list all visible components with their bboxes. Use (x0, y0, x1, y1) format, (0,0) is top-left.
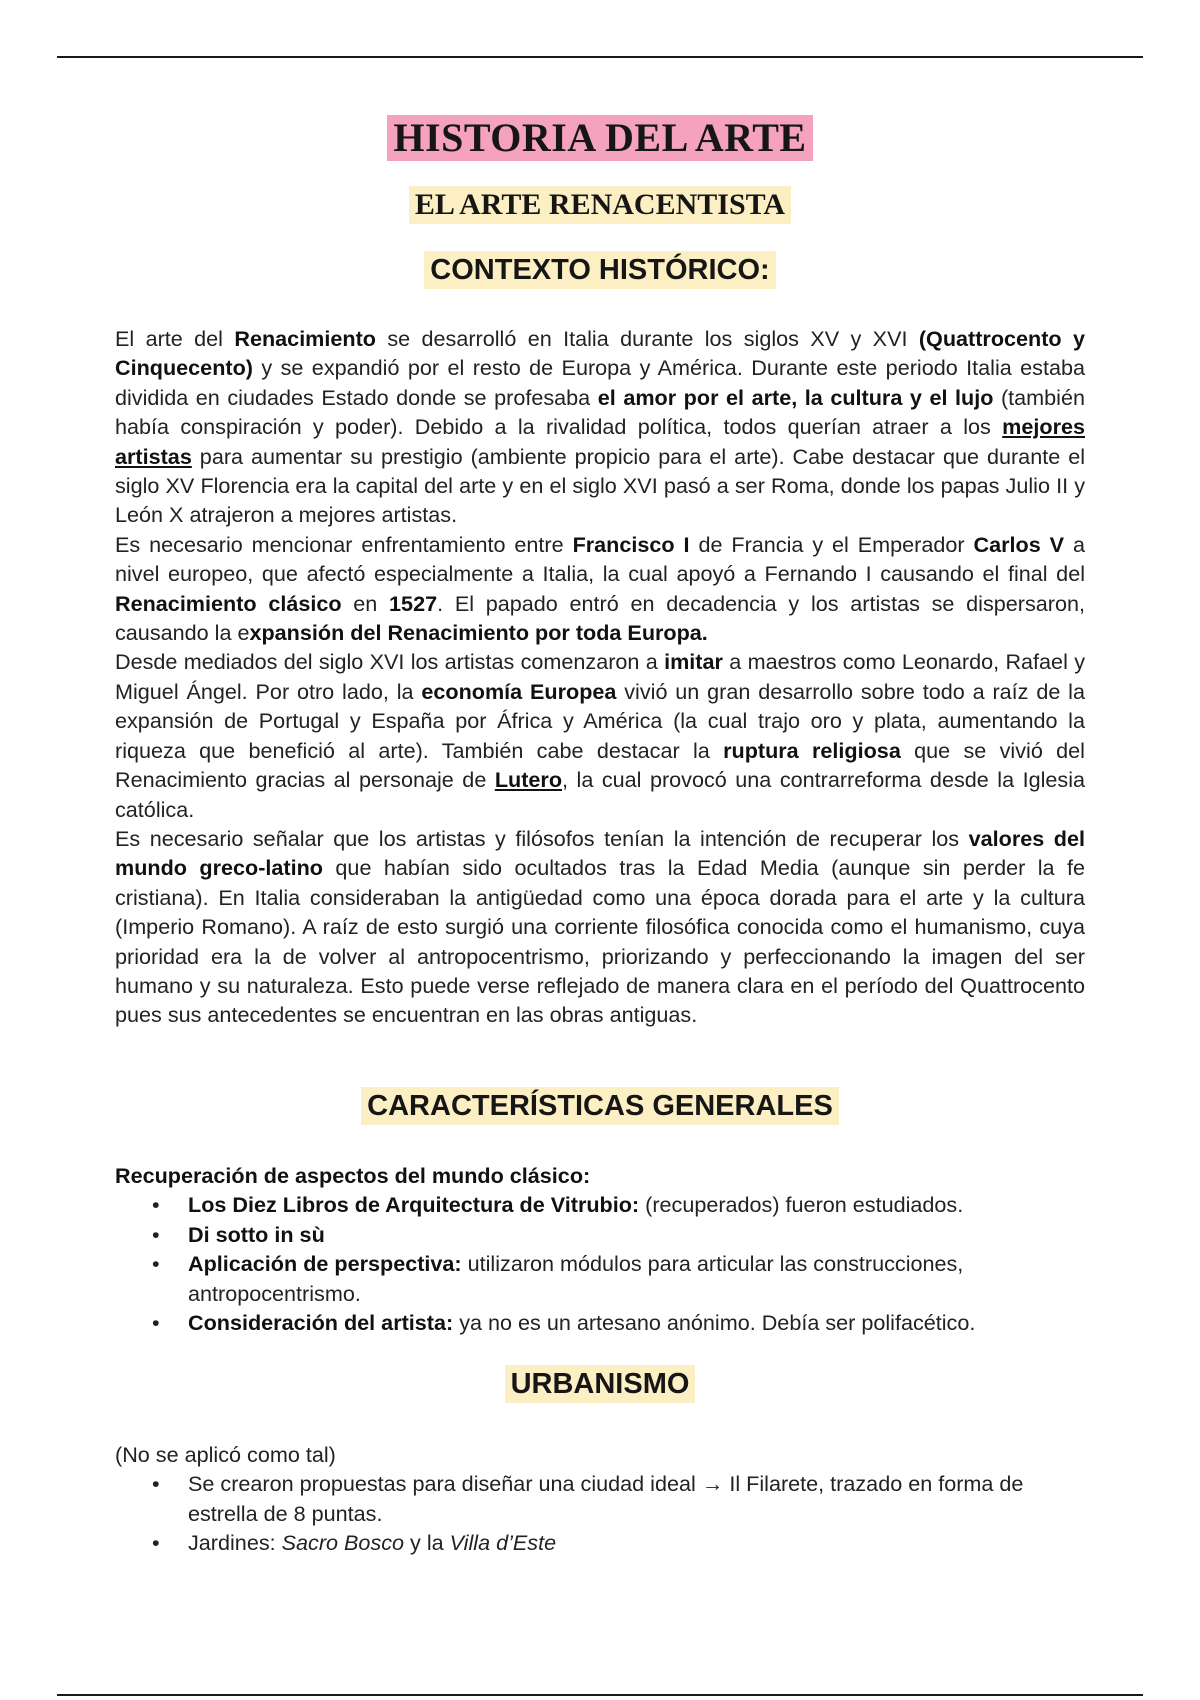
list-item: • Consideración del artista: ya no es un artesano anónimo. Debía ser polifacético. (115, 1308, 1085, 1337)
caracteristicas-body (115, 1161, 1085, 1337)
title-block (0, 115, 1200, 161)
list-item: • Se crearon propuestas para diseñar una ciudad ideal → Il Filarete, trazado en forma de estrella de 8 puntas. (115, 1469, 1085, 1528)
contexto-body (115, 324, 1085, 1030)
list-item: • Aplicación de perspectiva: utilizaron módulos para articular las construcciones, antropocentrismo. (115, 1249, 1085, 1308)
section-heading-urbanismo: URBANISMO (505, 1365, 696, 1403)
urbanismo-list (115, 1469, 1085, 1557)
paragraph: El arte del Renacimiento se desarrolló en Italia durante los siglos XV y XVI (Quattrocento y Cinquecento) y se expandió por el resto de Europa y América. Durante este periodo Italia estaba dividida en ciudades Estado donde se profesaba el amor por el arte, la cultura y el lujo (también había conspiración y poder). Debido a la rivalidad política, todos querían atraer a los mejores artistas para aumentar su prestigio (ambiente propicio para el arte). Cabe destacar que durante el siglo XV Florencia era la capital del arte y en el siglo XVI pasó a ser Roma, donde los papas Julio II y León X atrajeron a mejores artistas. (115, 326, 1086, 528)
section-heading-contexto: CONTEXTO HISTÓRICO: (424, 251, 775, 289)
subtitle-block (0, 186, 1200, 224)
urbanismo-heading-block (0, 1365, 1200, 1403)
page-subtitle: EL ARTE RENACENTISTA (409, 186, 791, 224)
list-item: • Los Diez Libros de Arquitectura de Vitrubio: (recuperados) fueron estudiados. (115, 1190, 1085, 1219)
contexto-heading-block (0, 251, 1200, 289)
bottom-rule (57, 1694, 1143, 1696)
caracteristicas-list (115, 1190, 1085, 1337)
list-lead: Recuperación de aspectos del mundo clásico: (115, 1163, 591, 1188)
top-rule (57, 56, 1143, 58)
page-title: HISTORIA DEL ARTE (387, 115, 812, 161)
list-item: • Jardines: Sacro Bosco y la Villa d’Este (115, 1528, 1085, 1557)
paragraph: Es necesario señalar que los artistas y filósofos tenían la intención de recuperar los valores del mundo greco-latino que habían sido ocultados tras la Edad Media (aunque sin perder la fe cristiana). En Italia consideraban la antigüedad como una época dorada para el arte y la cultura (Imperio Romano). A raíz de esto surgió una corriente filosófica conocida como el humanismo, cuya prioridad era la de volver al antropocentrismo, priorizando y perfeccionando la imagen del ser humano y su naturaleza. Esto puede verse reflejado de manera clara en el período del Quattrocento pues sus antecedentes se encuentran en las obras antiguas. (115, 825, 1085, 1028)
list-lead: (No se aplicó como tal) (115, 1442, 336, 1467)
paragraph: Es necesario mencionar enfrentamiento entre Francisco I de Francia y el Emperador Carlos V a nivel europeo, que afectó especialmente a Italia, la cual apoyó a Fernando I causando el final del Renacimiento clásico en 1527. El papado entró en decadencia y los artistas se dispersaron, causando la expansión del Renacimiento por toda Europa. (115, 531, 1086, 646)
paragraph: Desde mediados del siglo XVI los artistas comenzaron a imitar a maestros como Leonardo, Rafael y Miguel Ángel. Por otro lado, la economía Europea vivió un gran desarrollo sobre todo a raíz de la expansión de Portugal y España por África y América (la cual trajo oro y plata, aumentando la riqueza que benefició al arte). También cabe destacar la ruptura religiosa que se vivió del Renacimiento gracias al personaje de Lutero, la cual provocó una contrarreforma desde la Iglesia católica. (115, 649, 1085, 822)
caracteristicas-heading-block (0, 1087, 1200, 1125)
urbanismo-body (115, 1440, 1085, 1558)
section-heading-caracteristicas: CARACTERÍSTICAS GENERALES (361, 1087, 839, 1125)
list-item: • Di sotto in sù (115, 1220, 1085, 1249)
